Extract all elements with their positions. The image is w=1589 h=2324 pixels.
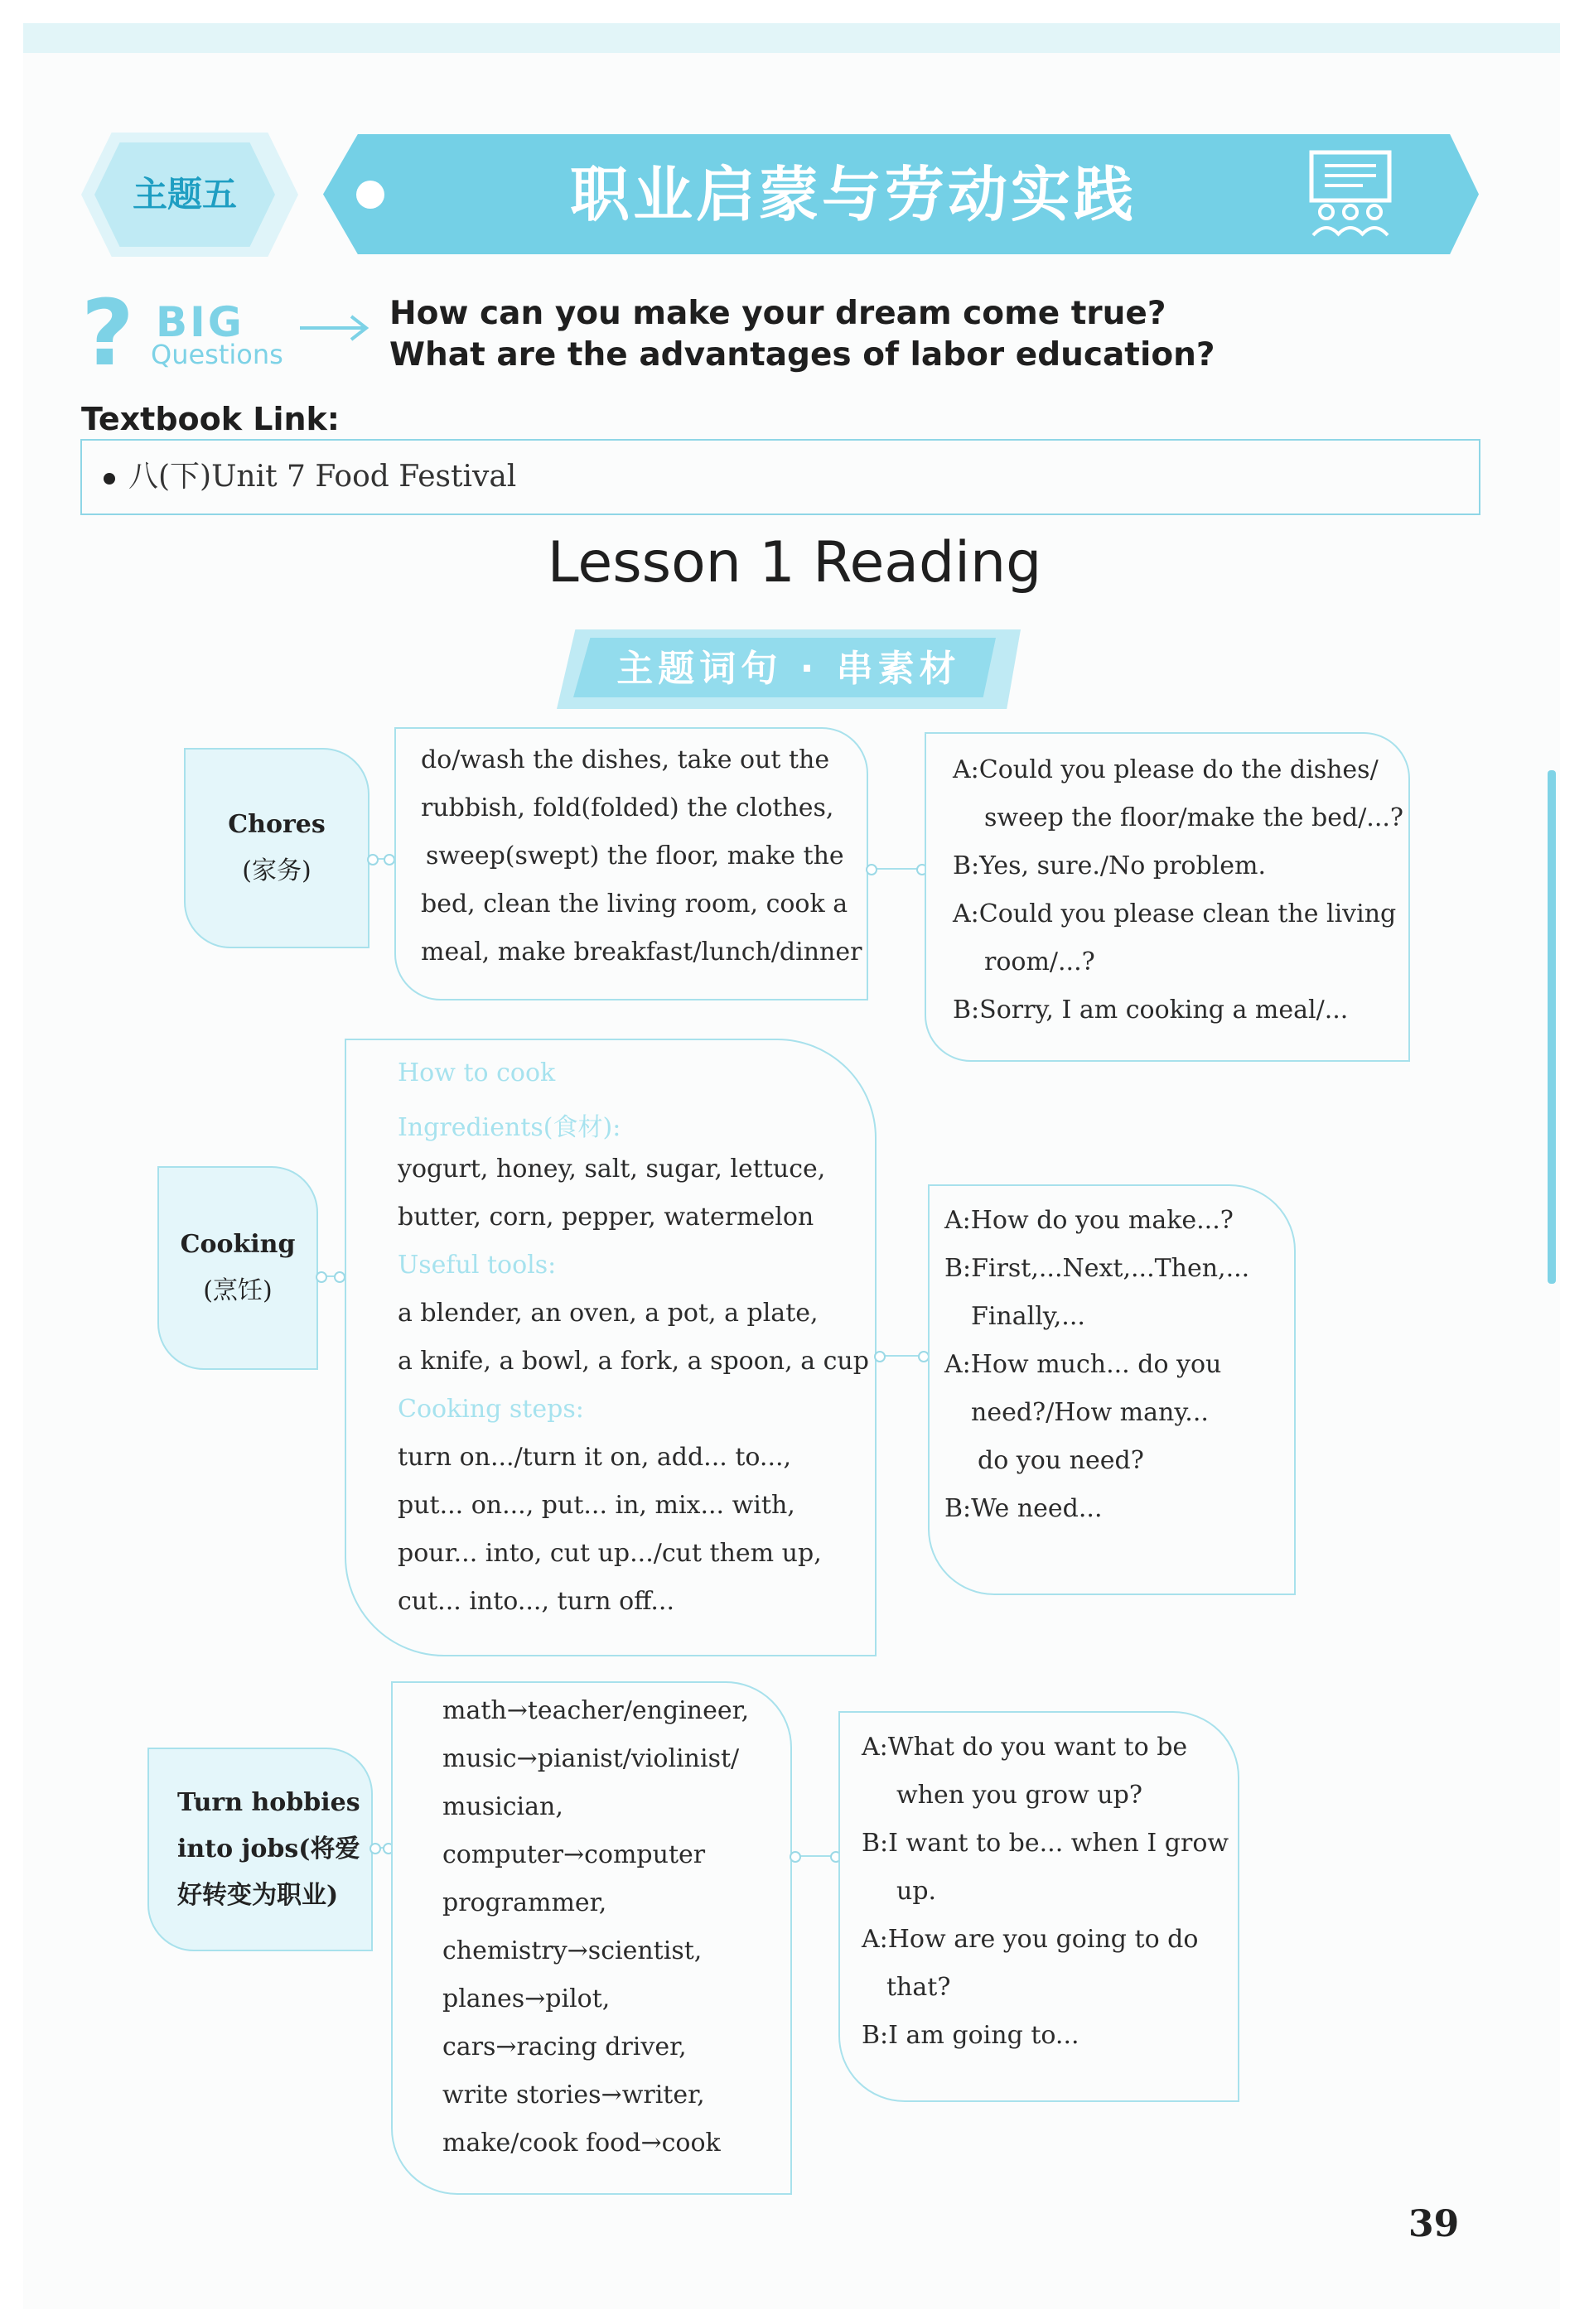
hobbies-dialogue-line: A:How are you going to do: [862, 1925, 1199, 1954]
hobbies-vocab-line: planes→pilot,: [442, 1984, 611, 2013]
cooking-dialogue-box: [928, 1184, 1296, 1595]
cooking-vocab-box: [345, 1039, 877, 1656]
chores-dialogue-line: B:Yes, sure./No problem.: [953, 851, 1267, 880]
big-question-2: What are the advantages of labor education?: [389, 336, 1215, 374]
banner-title: 职业启蒙与劳动实践: [569, 160, 1137, 229]
big-questions-logo: [81, 280, 288, 386]
bullet-icon: [104, 473, 115, 485]
category-cooking: [157, 1166, 318, 1370]
chores-vocab-line: meal, make breakfast/lunch/dinner: [421, 938, 862, 967]
lesson-title: Lesson 1 Reading: [547, 530, 1042, 595]
hobbies-dialogue-line: when you grow up?: [896, 1781, 1142, 1810]
question-mark-icon: ?: [81, 280, 134, 386]
right-edge-tab: [1548, 770, 1556, 1284]
cooking-vocab-line: yogurt, honey, salt, sugar, lettuce,: [398, 1155, 826, 1184]
cooking-dialogue-line: B:We need...: [944, 1494, 1103, 1523]
cooking-vocab-line: a blender, an oven, a pot, a plate,: [398, 1299, 819, 1328]
textbook-link-text: 八(下)Unit 7 Food Festival: [128, 460, 517, 494]
hobbies-dialogue-line: that?: [886, 1973, 951, 2002]
chores-dialogue-line: A:Could you please clean the living: [953, 899, 1397, 928]
big-label: BIG: [156, 298, 244, 346]
hobbies-vocab-line: write stories→writer,: [442, 2081, 705, 2109]
category-cooking-title: Cooking: [180, 1230, 296, 1259]
connector-dot: [790, 1851, 801, 1863]
cooking-dialogue-line: B:First,...Next,...Then,...: [944, 1254, 1250, 1283]
section-tag-label: 主题词句 · 串素材: [616, 648, 961, 690]
chores-dialogue-line: A:Could you please do the dishes/: [953, 755, 1379, 784]
cooking-vocab-line: turn on.../turn it on, add... to...,: [398, 1443, 792, 1472]
cooking-vocab-line: butter, corn, pepper, watermelon: [398, 1203, 814, 1232]
hobbies-dialogue-line: A:What do you want to be: [862, 1733, 1188, 1762]
textbook-link-label: Textbook Link:: [81, 401, 340, 437]
connector-dot: [369, 1843, 381, 1854]
cooking-vocab-heading: Cooking steps:: [398, 1395, 584, 1424]
hobbies-dialogue-line: up.: [896, 1877, 937, 1906]
cooking-dialogue-line: A:How do you make...?: [944, 1206, 1234, 1235]
textbook-link-item: [104, 441, 516, 513]
textbook-link-box: [80, 439, 1480, 515]
cooking-dialogue-line: Finally,...: [971, 1302, 1085, 1331]
big-question-1: How can you make your dream come true?: [389, 295, 1166, 332]
hobbies-vocab-line: musician,: [442, 1792, 563, 1821]
chores-vocab-line: do/wash the dishes, take out the: [421, 745, 830, 774]
chores-vocab-box: [394, 727, 868, 1000]
category-chores: [184, 748, 369, 948]
connector-dot: [334, 1271, 345, 1283]
theme-badge-label: 主题五: [132, 174, 237, 215]
hobbies-dialogue-box: [838, 1711, 1239, 2102]
banner-dot-icon: [356, 181, 384, 209]
chores-vocab-line: bed, clean the living room, cook a: [421, 890, 848, 919]
theme-badge: [81, 133, 298, 257]
category-hobbies: [147, 1748, 373, 1951]
hobbies-vocab-line: music→pianist/violinist/: [442, 1744, 740, 1773]
page-number: 39: [1408, 2203, 1460, 2245]
category-cooking-subtitle: (烹饪): [203, 1276, 273, 1305]
cooking-vocab-line: a knife, a bowl, a fork, a spoon, a cup: [398, 1347, 869, 1376]
cooking-vocab-line: pour... into, cut up.../cut them up,: [398, 1539, 822, 1568]
category-hobbies-title: 好转变为职业): [177, 1881, 339, 1910]
hobbies-vocab-line: chemistry→scientist,: [442, 1936, 703, 1965]
hobbies-vocab-box: [391, 1681, 792, 2195]
cooking-vocab-heading: How to cook: [398, 1058, 556, 1087]
section-tag: [557, 629, 1021, 709]
chores-dialogue-line: B:Sorry, I am cooking a meal/...: [953, 996, 1349, 1025]
chores-vocab-line: sweep(swept) the floor, make the: [426, 841, 844, 870]
hobbies-vocab-line: math→teacher/engineer,: [442, 1696, 750, 1725]
classroom-board-icon: [1305, 149, 1396, 239]
connector-dot: [367, 854, 379, 865]
category-hobbies-title: into jobs(将爱: [177, 1835, 360, 1864]
cooking-vocab-line: put... on..., put... in, mix... with,: [398, 1491, 795, 1520]
cooking-dialogue-line: A:How much... do you: [944, 1350, 1222, 1379]
connector-dot: [384, 854, 395, 865]
hobbies-vocab-line: make/cook food→cook: [442, 2129, 721, 2158]
hobbies-dialogue-line: B:I want to be... when I grow: [862, 1829, 1229, 1858]
hobbies-vocab-line: cars→racing driver,: [442, 2032, 687, 2061]
cooking-vocab-line: cut... into..., turn off...: [398, 1587, 674, 1616]
chores-dialogue-line: room/...?: [984, 947, 1095, 976]
category-chores-title: Chores: [228, 810, 326, 839]
cooking-dialogue-line: need?/How many...: [971, 1398, 1209, 1427]
questions-label: Questions: [151, 339, 283, 370]
chores-dialogue-box: [925, 732, 1410, 1062]
chores-dialogue-line: sweep the floor/make the bed/...?: [984, 803, 1404, 832]
category-hobbies-title: Turn hobbies: [177, 1788, 360, 1817]
hobbies-vocab-line: computer→computer: [442, 1840, 706, 1869]
connector-dot: [874, 1351, 886, 1362]
arrow-right-icon: [298, 313, 369, 343]
top-strip: [23, 23, 1560, 53]
hobbies-vocab-line: programmer,: [442, 1888, 607, 1917]
chores-vocab-line: rubbish, fold(folded) the clothes,: [421, 793, 834, 822]
category-chores-subtitle: (家务): [242, 856, 312, 885]
cooking-dialogue-line: do you need?: [978, 1446, 1144, 1475]
connector-dot: [316, 1271, 327, 1283]
hobbies-dialogue-line: B:I am going to...: [862, 2021, 1079, 2050]
connector-dot: [866, 864, 877, 875]
cooking-vocab-heading: Useful tools:: [398, 1251, 557, 1280]
cooking-vocab-heading: Ingredients(食材):: [398, 1113, 621, 1142]
